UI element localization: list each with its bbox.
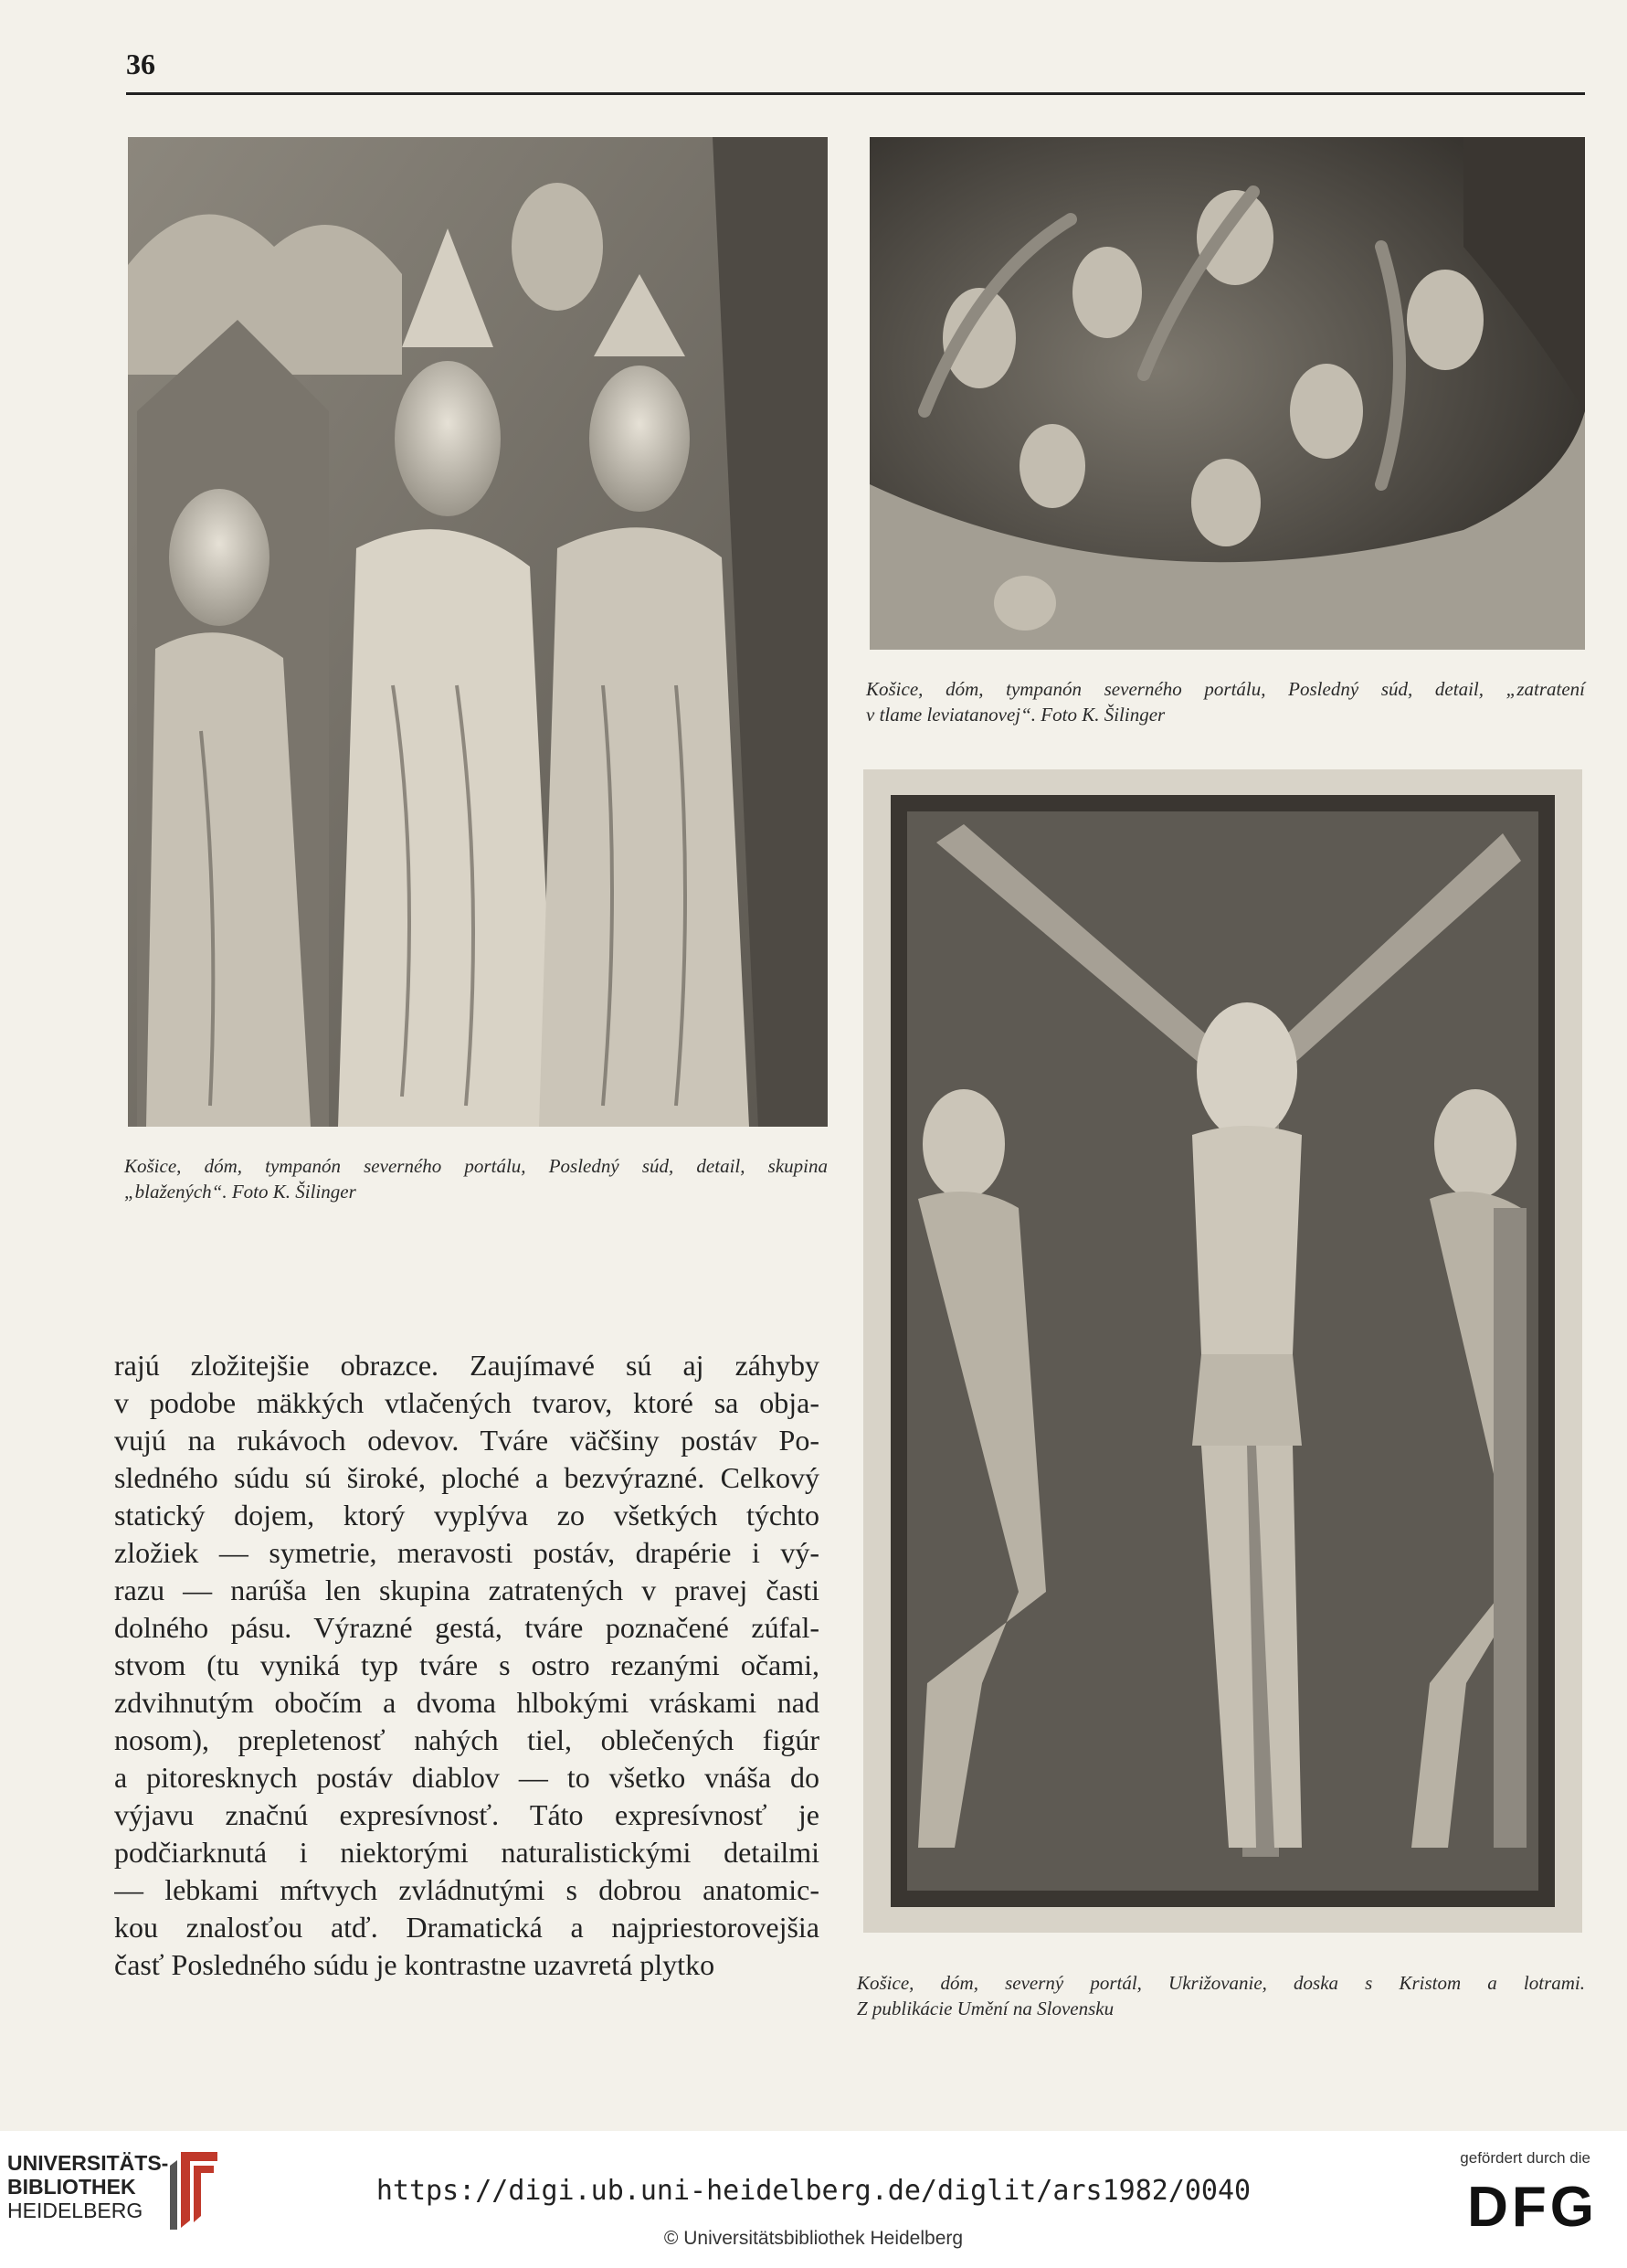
caption-line: Z publikácie Umění na Slovensku <box>857 1998 1115 2019</box>
logo-line: BIBLIOTHEK <box>7 2175 136 2199</box>
body-line: zdvihnutým obočím a dvoma hlbokými vráskami nad <box>114 1686 819 1719</box>
logo-line: HEIDELBERG <box>7 2199 143 2222</box>
body-line: statický dojem, ktorý vyplýva zo všetkých týchto <box>114 1499 819 1531</box>
body-line: stvom (tu vyniká typ tváre s ostro rezanými očami, <box>114 1648 819 1681</box>
caption-damned-leviathan <box>866 676 1585 727</box>
footer-bar <box>0 2131 1627 2268</box>
photo-blessed-group <box>128 137 828 1127</box>
caption-line: Košice, dóm, tympanón severného portálu, Posledný súd, detail, skupina <box>124 1155 828 1177</box>
body-line: kou znalosťou atď. Dramatická a najpriestorovejšia <box>114 1911 819 1944</box>
caption-blessed-group <box>124 1153 828 1204</box>
caption-line: „blažených“. Foto K. Šilinger <box>124 1181 356 1203</box>
copyright-text: © Universitätsbibliothek Heidelberg <box>663 2228 964 2249</box>
header-rule <box>126 92 1585 95</box>
body-line: rajú zložitejšie obrazce. Zaujímavé sú aj záhyby <box>114 1349 819 1382</box>
dfg-logo[interactable]: DFG <box>1467 2176 1598 2239</box>
body-line: a pitoresknych postáv diablov — to všetko vnáša do <box>114 1761 819 1794</box>
photo-crucifixion-panel <box>863 769 1582 1933</box>
body-line: — lebkami mŕtvych zvládnutými s dobrou anatomic- <box>114 1873 819 1906</box>
caption-line: Košice, dóm, severný portál, Ukrižovanie, doska s Kristom a lotrami. <box>857 1972 1585 1994</box>
body-line: v podobe mäkkých vtlačených tvarov, ktoré sa obja- <box>114 1386 819 1419</box>
caption-line: v tlame leviatanovej“. Foto K. Šilinger <box>866 704 1166 726</box>
funded-by-text: gefördert durch die <box>1460 2149 1590 2167</box>
body-line: výjavu značnú expresívnosť. Táto expresívnosť je <box>114 1798 819 1831</box>
logo-line: UNIVERSITÄTS- <box>7 2151 169 2175</box>
body-line: podčiarknutá i niektorými naturalistickými detailmi <box>114 1836 819 1869</box>
caption-line: Košice, dóm, tympanón severného portálu, Posledný súd, detail, „zatratení <box>866 678 1585 700</box>
body-line: časť Posledného súdu je kontrastne uzavretá plytko <box>114 1948 715 1981</box>
body-line: sledného súdu sú široké, ploché a bezvýrazné. Celkový <box>114 1461 819 1494</box>
body-line: dolného pásu. Výrazné gestá, tváre poznačené zúfal- <box>114 1611 819 1644</box>
caption-crucifixion <box>857 1970 1585 2021</box>
body-text <box>114 1347 819 1984</box>
body-line: razu — narúša len skupina zatratených v pravej časti <box>114 1574 819 1606</box>
body-line: vujú na rukávoch odevov. Tváre väčšiny postáv Po- <box>114 1424 819 1457</box>
page-number: 36 <box>126 48 155 80</box>
body-line: nosom), prepletenosť nahých tiel, oblečených figúr <box>114 1723 819 1756</box>
body-line: zložiek — symetrie, meravosti postáv, drapérie i vý- <box>114 1536 819 1569</box>
photo-damned-leviathan <box>870 137 1585 650</box>
source-url-link[interactable]: https://digi.ub.uni-heidelberg.de/diglit/ars1982/0040 <box>375 2175 1252 2207</box>
